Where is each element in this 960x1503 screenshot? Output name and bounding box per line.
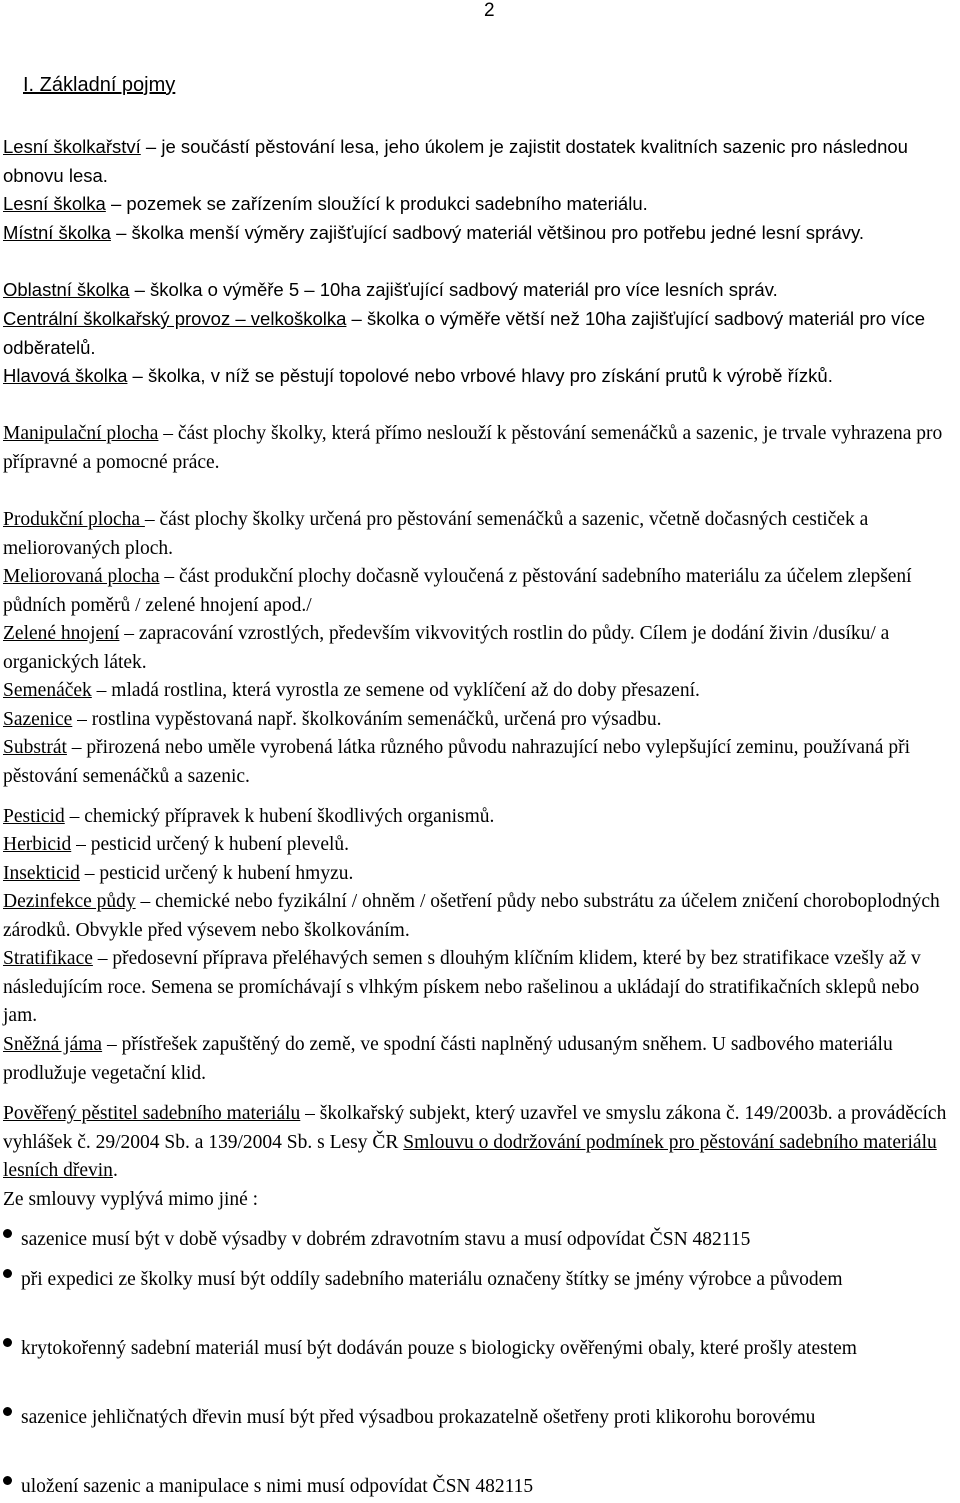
term: Zelené hnojení — [3, 623, 120, 644]
definition-text: – školka o výměře 5 – 10ha zajišťující sadbový materiál pro více lesních správ. — [129, 279, 778, 300]
definition-text: – přirozená nebo uměle vyrobená látka různého původu nahrazující nebo vylepšující zeminu, používaná při pěstování semenáčků a sazenic. — [3, 737, 911, 787]
term: Sněžná jáma — [3, 1034, 103, 1055]
definition-stratifikace — [3, 945, 958, 1031]
definition-dezinfekce-pudy — [3, 888, 958, 945]
term: Oblastní školka — [3, 279, 130, 300]
term: Herbicid — [3, 834, 72, 855]
definition-centralni-provoz — [3, 305, 958, 362]
list-item — [3, 1266, 958, 1295]
term: Produkční plocha — [3, 509, 145, 530]
bullet-icon — [3, 1229, 12, 1238]
definition-text: – školka o výměře větší než 10ha zajišťující sadbový materiál pro více odběratelů. — [3, 308, 926, 358]
term: Sazenice — [3, 709, 73, 730]
definition-zelene-hnojeni — [3, 620, 958, 677]
term: Substrát — [3, 737, 67, 758]
definition-sazenice — [3, 706, 958, 735]
bullet-icon — [3, 1476, 12, 1485]
term: Insekticid — [3, 863, 80, 884]
list-item-text: sazenice musí být v době výsadby v dobrém zdravotním stavu a musí odpovídat ČSN 482115 — [21, 1229, 751, 1250]
contract-link[interactable]: Smlouvu o dodržování podmínek pro pěstování sadebního materiálu lesních dřevin — [3, 1131, 937, 1181]
list-item — [3, 1473, 958, 1502]
definition-text: – část produkční plochy dočasně vyloučená z pěstování sadebního materiálu za účelem zlepšení půdních poměrů / zelené hnojení apod./ — [3, 566, 912, 616]
term: Dezinfekce půdy — [3, 891, 136, 912]
list-item-text: sazenice jehličnatých dřevin musí být před výsadbou prokazatelně ošetřeny proti klikorohu borovému — [21, 1407, 816, 1428]
definition-pesticid — [3, 803, 958, 832]
definition-lesni-skolka — [3, 190, 958, 219]
definition-semenacek — [3, 677, 958, 706]
definition-text: – je součástí pěstování lesa, jeho úkolem je zajistit dostatek kvalitních sazenic pro následnou obnovu lesa. — [3, 136, 908, 186]
term: Lesní školkařství — [3, 136, 141, 157]
page-number: 2 — [484, 0, 495, 21]
bullet-icon — [3, 1407, 12, 1416]
definition-text: – školka menší výměry zajišťující sadbový materiál většinou pro potřebu jedné lesní správy. — [110, 222, 865, 243]
list-item — [3, 1335, 958, 1364]
definition-text: – chemický přípravek k hubení škodlivých organismů. — [64, 806, 495, 827]
definition-text: – pesticid určený k hubení plevelů. — [71, 834, 350, 855]
definition-povereny-pestitel — [3, 1100, 958, 1214]
definition-text: – chemické nebo fyzikální / ohněm / ošetření půdy nebo substrátu za účelem zničení choroboplodných zárodků. Obvykle před výsevem nebo školkováním. — [3, 891, 940, 941]
definition-lesni-skolkarstvi — [3, 133, 958, 190]
definition-insekticid — [3, 860, 958, 889]
definition-text: – mladá rostlina, která vyrostla ze semene od vyklíčení až do doby přesazení. — [91, 680, 700, 701]
term: Pověřený pěstitel sadebního materiálu — [3, 1103, 301, 1124]
definition-mistni-skolka — [3, 219, 958, 248]
definition-text: – pozemek se zařízením sloužící k produkci sadebního materiálu. — [105, 193, 648, 214]
list-item-text: při expedici ze školky musí být oddíly sadebního materiálu označeny štítky se jmény výrobce a původem — [21, 1269, 843, 1290]
definition-manipulacni-plocha — [3, 420, 958, 477]
definition-text: – předosevní příprava přeléhavých semen s dlouhým klíčním klidem, které by bez stratifikace vzešly až v následujícím roce. Semena se promíchávají s vlhkým pískem nebo rašelinou a ukládají do stratifikačních sklepů nebo jam. — [3, 948, 921, 1026]
term: Lesní školka — [3, 193, 106, 214]
list-item — [3, 1226, 958, 1255]
list-item-text: krytokořenný sadební materiál musí být dodáván pouze s biologicky ověřenými obaly, které prošly atestem — [21, 1338, 857, 1359]
definition-text: – školkařský subjekt, který uzavřel ve smyslu zákona č. 149/2003b. a prováděcích vyhlášek č. 29/2004 Sb. a 139/2004 Sb. s Lesy ČR — [3, 1103, 947, 1153]
bullet-icon — [3, 1269, 12, 1278]
term: Manipulační plocha — [3, 423, 159, 444]
definition-text-end: . — [112, 1160, 118, 1181]
definition-text: – část plochy školky, která přímo neslouží k pěstování semenáčků a sazenic, je trvale vyhrazena pro přípravné a pomocné práce. — [3, 423, 943, 473]
definition-text: – školka, v níž se pěstují topolové nebo vrbové hlavy pro získání prutů k výrobě řízků. — [127, 365, 833, 386]
definition-substrat — [3, 734, 958, 791]
definition-text: – zapracování vzrostlých, především vikvovitých rostlin do půdy. Cílem je dodání živin /dusíku/ a organických látek. — [3, 623, 890, 673]
term: Místní školka — [3, 222, 111, 243]
definition-hlavova-skolka — [3, 362, 958, 391]
definition-text: – přístřešek zapuštěný do země, ve spodní části naplněný udusaným sněhem. U sadbového materiálu prodlužuje vegetační klid. — [3, 1034, 893, 1084]
definition-text: – část plochy školky určená pro pěstování semenáčků a sazenic, včetně dočasných cestiček a meliorovaných ploch. — [3, 509, 869, 559]
definition-herbicid — [3, 831, 958, 860]
definition-text: – pesticid určený k hubení hmyzu. — [79, 863, 354, 884]
definition-text: – rostlina vypěstovaná např. školkováním semenáčků, určená pro výsadbu. — [72, 709, 662, 730]
term: Centrální školkařský provoz – velkoškolka — [3, 308, 347, 329]
definition-oblastni-skolka — [3, 276, 958, 305]
bullet-icon — [3, 1338, 12, 1347]
term: Stratifikace — [3, 948, 93, 969]
list-item-text: uložení sazenic a manipulace s nimi musí odpovídat ČSN 482115 — [21, 1476, 534, 1497]
contract-intro: Ze smlouvy vyplývá mimo jiné : — [3, 1188, 259, 1210]
definition-meliorovana-plocha — [3, 563, 958, 620]
term: Hlavová školka — [3, 365, 128, 386]
term: Pesticid — [3, 806, 65, 827]
list-item — [3, 1404, 958, 1433]
definition-produkcni-plocha — [3, 506, 958, 563]
section-title: I. Základní pojmy — [23, 74, 176, 96]
term: Meliorovaná plocha — [3, 566, 160, 587]
definition-snezna-jama — [3, 1031, 958, 1088]
term: Semenáček — [3, 680, 92, 701]
